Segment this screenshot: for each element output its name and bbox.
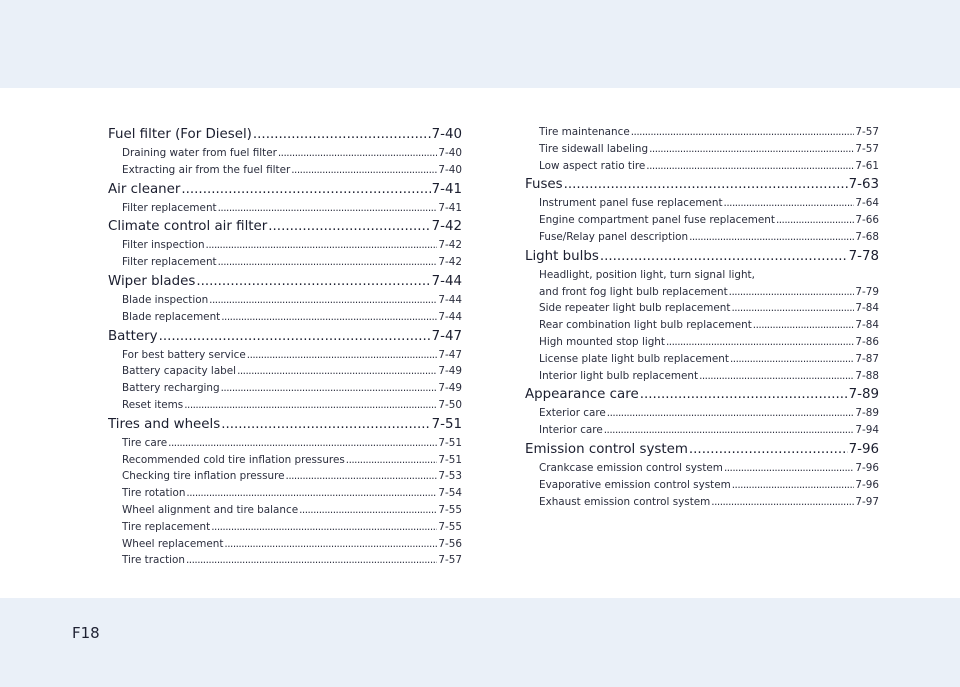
toc-entry-title: Instrument panel fuse replacement (539, 197, 723, 210)
toc-page-number: 7-61 (855, 159, 879, 172)
leader-dots (699, 368, 854, 385)
toc-page-number: 7-94 (855, 424, 879, 437)
toc-page-number: 7-42 (438, 256, 462, 269)
toc-subentry[interactable] (525, 212, 879, 229)
toc-subentry[interactable] (108, 519, 462, 536)
toc-entry-title: Rear combination light bulb replacement (539, 319, 752, 332)
toc-page-number: 7-51 (438, 436, 462, 449)
leader-dots (224, 536, 437, 553)
leader-dots (291, 162, 437, 179)
toc-entry-title: Evaporative emission control system (539, 478, 731, 491)
toc-page-number: 7-63 (848, 177, 879, 193)
toc-page-number: 7-86 (855, 335, 879, 348)
toc-entry-title: Battery (108, 328, 158, 344)
leader-dots (640, 384, 848, 405)
toc-entry-title: Draining water from fuel filter (122, 147, 277, 159)
toc-page-number: 7-97 (855, 495, 879, 508)
footer-band (0, 598, 960, 687)
toc-page-number: 7-84 (855, 319, 879, 332)
leader-dots (666, 334, 854, 351)
leader-dots (253, 124, 431, 145)
toc-entry-title: Emission control system (525, 441, 688, 457)
leader-dots (346, 452, 438, 469)
toc-subentry[interactable] (525, 494, 879, 511)
toc-entry-title: Tire rotation (122, 487, 186, 500)
leader-dots (218, 254, 438, 271)
toc-entry-title: Tire replacement (122, 520, 211, 533)
toc-subentry[interactable] (525, 368, 879, 385)
toc-entry-title: Checking tire inflation pressure (122, 470, 285, 483)
toc-subentry[interactable] (525, 460, 879, 477)
header-band (0, 0, 960, 88)
leader-dots (724, 195, 855, 212)
toc-section-entry[interactable] (108, 179, 462, 200)
toc-entry-title: Engine compartment panel fuse replacement (539, 214, 775, 227)
toc-page-number: 7-57 (438, 554, 462, 567)
toc-page-number: 7-44 (431, 273, 462, 289)
toc-entry-title: Filter replacement (122, 201, 217, 214)
toc-subentry[interactable] (525, 405, 879, 422)
toc-entry-title: Light bulbs (525, 248, 599, 264)
toc-subentry[interactable] (525, 195, 879, 212)
toc-section-entry[interactable] (108, 326, 462, 347)
toc-entry-title: Tire care (122, 436, 168, 449)
leader-dots (607, 405, 855, 422)
toc-entry-title: Tire traction (122, 554, 185, 567)
toc-page-number: 7-44 (438, 310, 462, 323)
toc-entry-title: Filter inspection (122, 239, 205, 252)
toc-page-number: 7-57 (855, 142, 879, 155)
toc-page-number: 7-64 (855, 197, 879, 210)
toc-subentry[interactable] (108, 237, 462, 254)
leader-dots (604, 422, 855, 439)
toc-section-entry[interactable] (525, 174, 879, 195)
toc-entry-title: Recommended cold tire inflation pressures (122, 453, 345, 466)
toc-subentry[interactable] (108, 309, 462, 326)
leader-dots (218, 200, 438, 217)
toc-entry-title-line: Headlight, position light, turn signal light, (539, 268, 755, 281)
toc-entry-title: High mounted stop light (539, 335, 665, 348)
toc-page-number: 7-56 (438, 537, 462, 550)
toc-entry-title: Fuses (525, 177, 563, 193)
toc-entry-title: Crankcase emission control system (539, 461, 723, 474)
toc-subentry[interactable] (108, 363, 462, 380)
toc-entry-title: License plate light bulb replacement (539, 352, 729, 365)
leader-dots (724, 460, 854, 477)
toc-subentry[interactable] (525, 317, 879, 334)
toc-subentry[interactable] (108, 292, 462, 309)
toc-entry-title: Filter replacement (122, 256, 217, 269)
leader-dots (564, 174, 848, 195)
toc-subentry[interactable] (525, 229, 879, 246)
toc-page-number: 7-55 (438, 503, 462, 516)
toc-page-number: 7-47 (431, 328, 462, 344)
toc-entry-title: Tire maintenance (539, 126, 630, 138)
toc-section-entry[interactable] (525, 439, 879, 460)
toc-page-number: 7-40 (438, 147, 462, 159)
toc-page-number: 7-40 (438, 163, 462, 176)
toc-entry-title: Reset items (122, 398, 184, 411)
toc-entry-title: Exhaust emission control system (539, 495, 711, 508)
toc-page-number: 7-78 (848, 248, 879, 264)
toc-subentry[interactable] (525, 422, 879, 439)
toc-subentry[interactable] (108, 452, 462, 469)
leader-dots (299, 502, 437, 519)
toc-entry-title: Blade replacement (122, 310, 221, 323)
leader-dots (168, 435, 437, 452)
toc-subentry[interactable] (525, 158, 879, 175)
leader-dots (247, 347, 438, 364)
toc-entry-title: Low aspect ratio tire (539, 159, 646, 172)
toc-entry-title: Air cleaner (108, 181, 181, 197)
leader-dots (209, 292, 437, 309)
toc-entry-title: Extracting air from the fuel filter (122, 163, 291, 176)
leader-dots (221, 414, 430, 435)
leader-dots (730, 351, 854, 368)
toc-subentry[interactable] (525, 351, 879, 368)
toc-subentry[interactable] (525, 141, 879, 158)
toc-entry-title: Interior light bulb replacement (539, 369, 699, 382)
toc-page-number: 7-51 (438, 453, 462, 466)
toc-entry-title: Wheel replacement (122, 537, 224, 550)
toc-page-number: 7-47 (438, 348, 462, 361)
page-number: F18 (72, 624, 100, 642)
toc-page-number: 7-54 (438, 487, 462, 500)
toc-section-entry[interactable] (108, 124, 462, 145)
leader-dots (186, 485, 437, 502)
leader-dots (159, 326, 431, 347)
toc-page-number: 7-51 (431, 416, 462, 432)
leader-dots (776, 212, 854, 229)
toc-subentry[interactable] (108, 552, 462, 569)
leader-dots (181, 179, 430, 200)
toc-column-left (108, 124, 462, 569)
toc-subentry[interactable] (108, 536, 462, 553)
leader-dots (646, 158, 854, 175)
toc-subentry[interactable] (108, 397, 462, 414)
leader-dots (206, 237, 438, 254)
toc-subentry[interactable] (525, 334, 879, 351)
toc-page-number: 7-96 (855, 461, 879, 474)
toc-page-number: 7-49 (438, 382, 462, 395)
toc-page-number: 7-89 (848, 387, 879, 403)
leader-dots (729, 284, 855, 301)
toc-entry-title: Blade inspection (122, 293, 209, 306)
leader-dots (732, 477, 855, 494)
toc-subentry[interactable] (108, 435, 462, 452)
leader-dots (600, 246, 848, 267)
toc-entry-title: Exterior care (539, 407, 606, 420)
toc-subentry[interactable] (525, 300, 879, 317)
leader-dots (221, 380, 438, 397)
toc-page-number: 7-44 (438, 293, 462, 306)
toc-subentry[interactable] (108, 145, 462, 162)
toc-section-entry[interactable] (525, 384, 879, 405)
toc-page-number: 7-79 (855, 285, 879, 298)
toc-page-number: 7-96 (855, 478, 879, 491)
toc-page-number: 7-88 (855, 369, 879, 382)
leader-dots (286, 468, 438, 485)
toc-subentry[interactable] (108, 380, 462, 397)
toc-entry-title: Climate control air filter (108, 219, 268, 235)
leader-dots (268, 216, 430, 237)
toc-entry-title: Fuel filter (For Diesel) (108, 127, 252, 142)
leader-dots (278, 145, 438, 162)
leader-dots (631, 124, 855, 141)
leader-dots (731, 300, 854, 317)
toc-page-number: 7-40 (431, 127, 462, 142)
toc-page-number: 7-53 (438, 470, 462, 483)
toc-entry-title: Battery capacity label (122, 365, 237, 378)
toc-entry-title: Tire sidewall labeling (539, 142, 649, 155)
toc-page-number: 7-42 (438, 239, 462, 252)
toc-entry-title: and front fog light bulb replacement (539, 285, 728, 298)
toc-page-number: 7-49 (438, 365, 462, 378)
toc-entry-title: Wheel alignment and tire balance (122, 503, 299, 516)
leader-dots (237, 363, 437, 380)
toc-page-number: 7-87 (855, 352, 879, 365)
toc-section-entry[interactable] (108, 414, 462, 435)
toc-page-number: 7-41 (438, 201, 462, 214)
toc-subentry[interactable] (108, 347, 462, 364)
toc-page-number: 7-41 (431, 181, 462, 197)
toc-entry-title: Interior care (539, 424, 603, 437)
leader-dots (184, 397, 437, 414)
leader-dots (753, 317, 855, 334)
toc-entry-title: Fuse/Relay panel description (539, 230, 689, 243)
toc-page-number: 7-42 (431, 219, 462, 235)
toc-subentry[interactable] (108, 254, 462, 271)
toc-subentry[interactable] (525, 477, 879, 494)
leader-dots (689, 229, 854, 246)
toc-entry-title: Wiper blades (108, 273, 196, 289)
toc-page-number: 7-89 (855, 407, 879, 420)
toc-section-entry[interactable] (108, 216, 462, 237)
leader-dots (689, 439, 848, 460)
toc-subentry[interactable] (108, 162, 462, 179)
leader-dots (196, 271, 430, 292)
toc-subentry[interactable] (108, 502, 462, 519)
toc-column-right (525, 124, 879, 510)
toc-subentry[interactable] (108, 200, 462, 217)
toc-page-number: 7-57 (855, 126, 879, 138)
leader-dots (649, 141, 854, 158)
toc-entry-title: Tires and wheels (108, 416, 221, 432)
leader-dots (186, 552, 437, 569)
toc-subentry[interactable] (525, 267, 879, 301)
toc-entry-title: Battery recharging (122, 382, 220, 395)
toc-entry-title: Appearance care (525, 387, 639, 403)
leader-dots (221, 309, 437, 326)
toc-subentry[interactable] (108, 485, 462, 502)
toc-page-number: 7-55 (438, 520, 462, 533)
toc-page-number: 7-84 (855, 302, 879, 315)
toc-entry-title: Side repeater light bulb replacement (539, 302, 731, 315)
leader-dots (211, 519, 437, 536)
toc-subentry[interactable] (525, 124, 879, 141)
toc-page-number: 7-66 (855, 214, 879, 227)
toc-entry-title: For best battery service (122, 348, 246, 361)
toc-section-entry[interactable] (525, 246, 879, 267)
toc-section-entry[interactable] (108, 271, 462, 292)
toc-page-number: 7-50 (438, 398, 462, 411)
toc-subentry[interactable] (108, 468, 462, 485)
leader-dots (711, 494, 854, 511)
toc-page-number: 7-68 (855, 230, 879, 243)
toc-page-number: 7-96 (848, 441, 879, 457)
